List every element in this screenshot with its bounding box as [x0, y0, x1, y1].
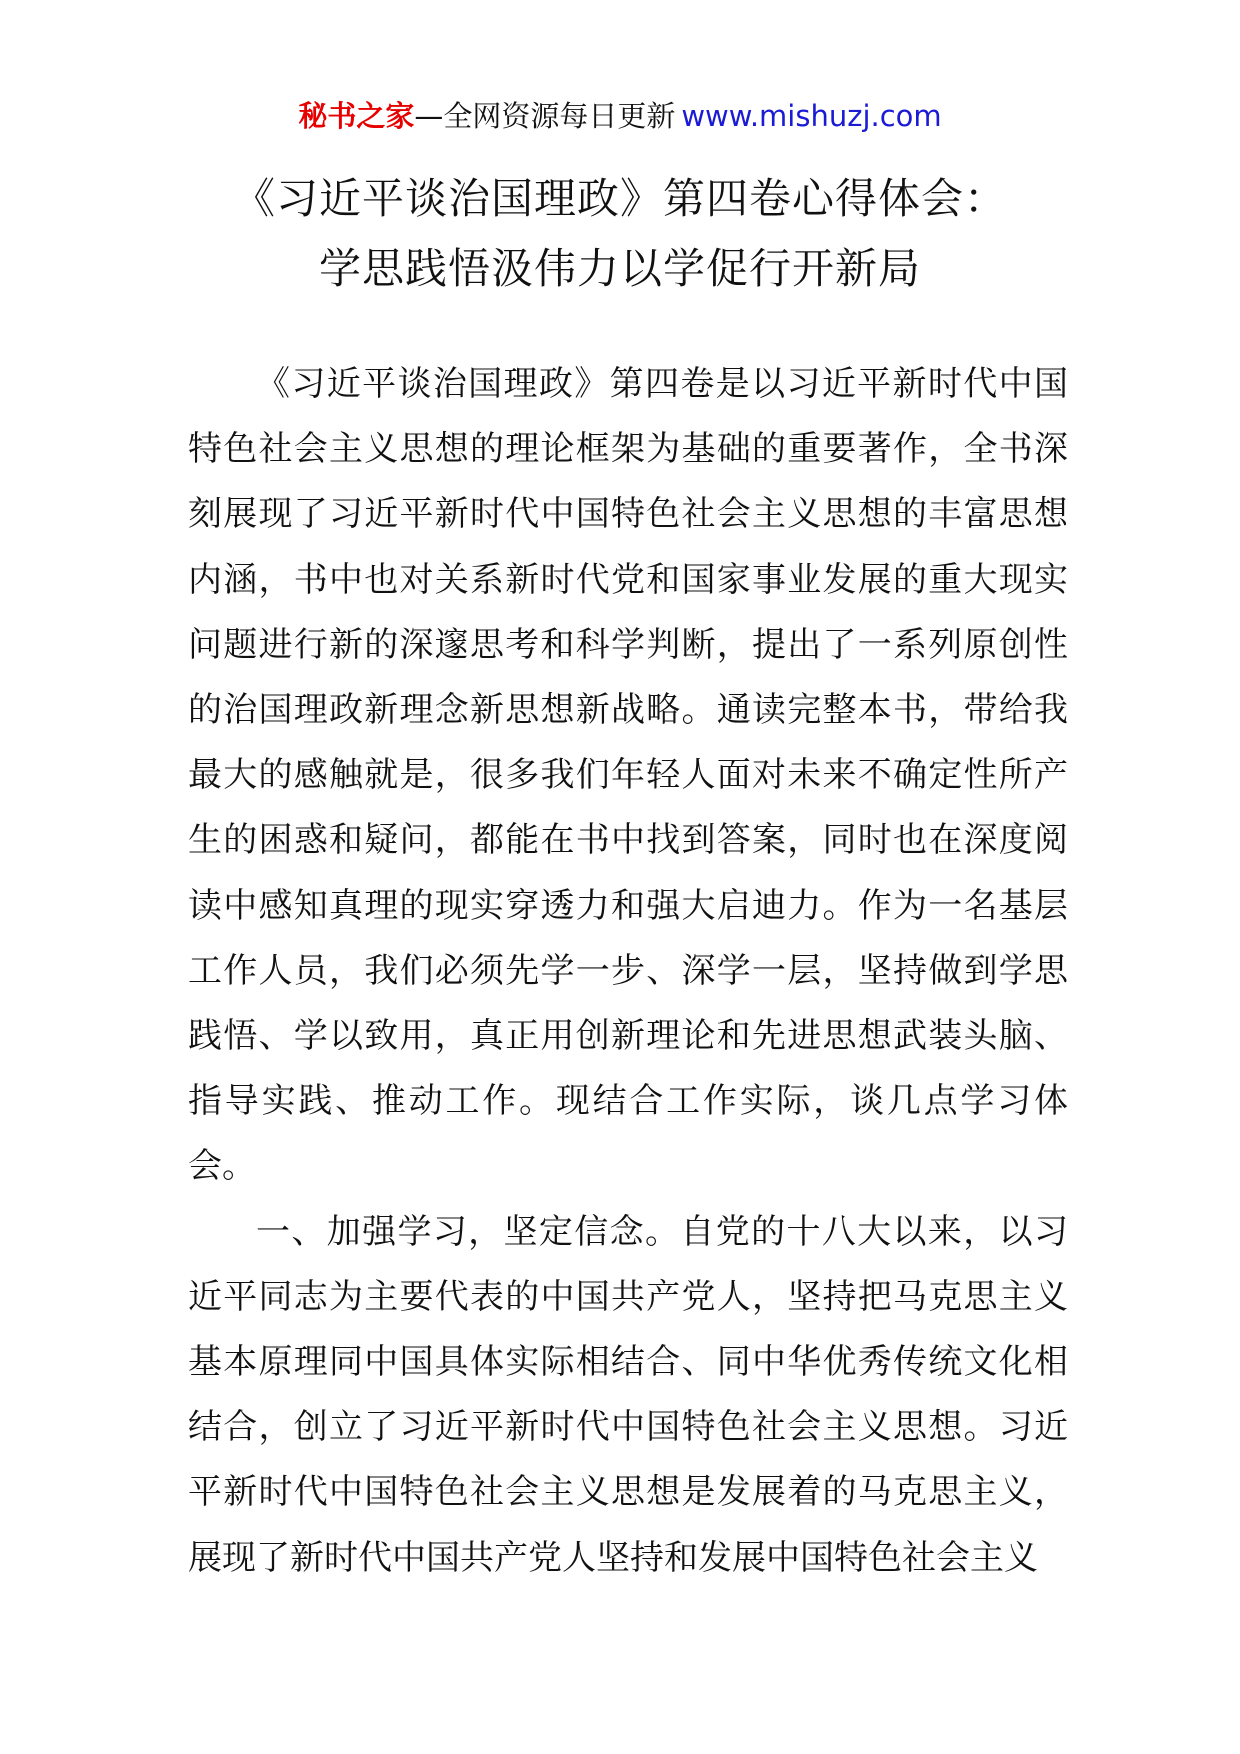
document-body: [188, 352, 1068, 1591]
document-title: [0, 164, 1240, 304]
title-line-1: 《习近平谈治国理政》第四卷心得体会：: [232, 174, 1007, 223]
paragraph-intro: 《习近平谈治国理政》第四卷是以习近平新时代中国特色社会主义思想的理论框架为基础的重要著作，全书深刻展现了习近平新时代中国特色社会主义思想的丰富思想内涵，书中也对关系新时代党和国家事业发展的重大现实问题进行新的深邃思考和科学判断，提出了一系列原创性的治国理政新理念新思想新战略。通读完整本书，带给我最大的感触就是，很多我们年轻人面对未来不确定性所产生的困惑和疑问，都能在书中找到答案，同时也在深度阅读中感知真理的现实穿透力和强大启迪力。作为一名基层工作人员，我们必须先学一步、深学一层，坚持做到学思践悟、学以致用，真正用创新理论和先进思想武装头脑、指导实践、推动工作。现结合工作实际，谈几点学习体会。: [188, 364, 1068, 1187]
site-brand: 秘书之家: [298, 99, 415, 133]
site-tagline: —全网资源每日更新: [414, 99, 676, 133]
site-header: [0, 96, 1240, 136]
title-line-2: 学思践悟汲伟力以学促行开新局: [318, 244, 921, 293]
site-url-link[interactable]: www.mishuzj.com: [681, 99, 942, 133]
paragraph-section-1: 一、加强学习，坚定信念。自党的十八大以来，以习近平同志为主要代表的中国共产党人，坚持把马克思主义基本原理同中国具体实际相结合、同中华优秀传统文化相结合，创立了习近平新时代中国特色社会主义思想。习近平新时代中国特色社会主义思想是发展着的马克思主义，展现了新时代中国共产党人坚持和发展中国特色社会主义: [188, 1211, 1068, 1578]
